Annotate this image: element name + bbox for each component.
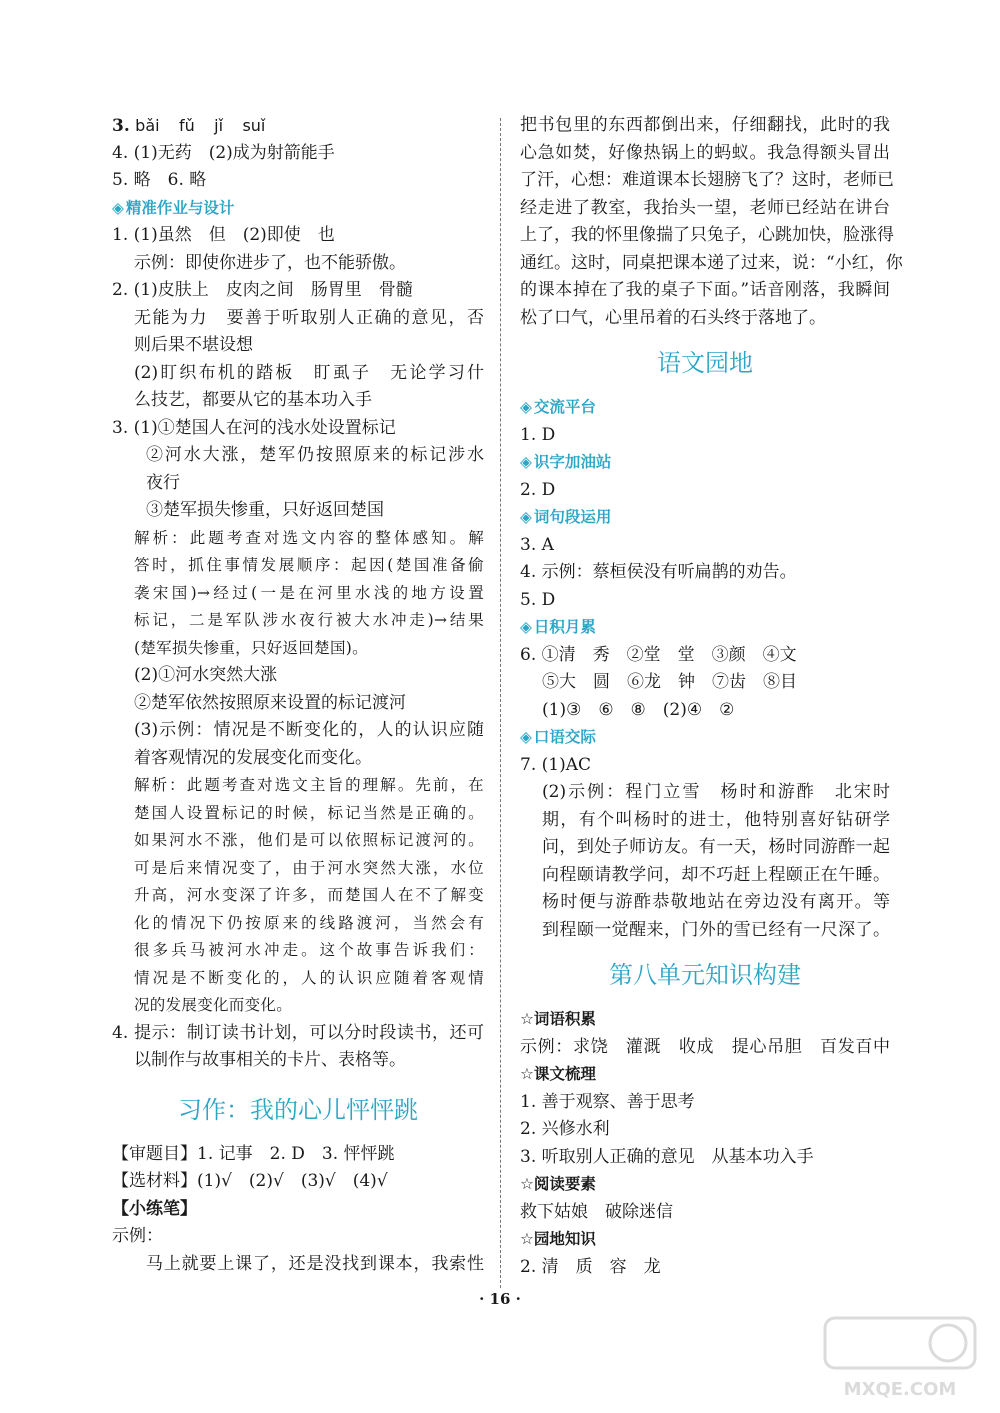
q3-pinyin-line: [112, 112, 484, 140]
reading-line: 救下姑娘 破除迷信: [520, 1201, 673, 1222]
watermark-logo: [820, 1310, 980, 1410]
g1-answer: 1. D: [520, 424, 556, 445]
a3-analysis-3: 袭宋国)→经过(一是在河里水浅的地方设置: [134, 583, 484, 602]
g4-answer: 4. 示例：蔡桓侯没有听扁鹊的劝告。: [520, 562, 797, 582]
a3-analysis-5: (楚军损失惨重，只好返回楚国)。: [134, 638, 368, 657]
g3-answer: 3. A: [520, 534, 554, 555]
a3-line-3: 夜行: [146, 472, 180, 493]
a3-analysis-4: 标记，二是军队涉水夜行被大水冲走)→结果: [134, 611, 484, 629]
essay-line-7: 的课本掉在了我的桌子下面。”话音刚落，我瞬间: [520, 280, 890, 300]
section-precise-homework: ◈ 精准作业与设计: [112, 198, 235, 217]
section-text-review: ☆课文梳理: [520, 1065, 596, 1083]
g2-answer: 2. D: [520, 479, 556, 500]
writing-line-2: 【选材料】(1)√ (2)√ (3)√ (4)√: [112, 1171, 388, 1191]
garden-title: 语文园地: [657, 349, 753, 377]
a3-analysis-10: 升高，河水变深了许多，而楚国人在不了解变: [134, 886, 484, 904]
a3-line-2: ②河水大涨，楚军仍按照原来的标记涉水: [146, 445, 484, 465]
essay-line-2: 心急如焚，好像热锅上的蚂蚁。我急得额头冒出: [520, 142, 890, 163]
a3-line-10: (2)①河水突然大涨: [134, 665, 278, 685]
essay-line-3: 了汗，心想：难道课本长翅膀飞了？这时，老师已: [520, 170, 894, 190]
right-column: [520, 112, 903, 1281]
g6-line-1: 6. ①清 秀 ②堂 堂 ③颜 ④文: [520, 644, 797, 665]
a2-line-2: 无能为力 要善于听取别人正确的意见，否: [134, 307, 484, 328]
g7-line-5: 向程颐请教学问，却不巧赶上程颐正在午睡。: [542, 864, 890, 885]
text-review-2: 2. 兴修水利: [520, 1119, 610, 1139]
diamond-icon: ◈: [520, 453, 532, 471]
vocab-line: 示例：求饶 灌溉 收成 提心吊胆 百发百中: [520, 1036, 890, 1057]
a2-line-5: 么技艺，都要从它的基本功入手: [134, 390, 372, 410]
a3-analysis-14: 况的发展变化而变化。: [134, 996, 293, 1014]
g7-line-2: (2)示例：程门立雪 杨时和游酢 北宋时: [542, 782, 890, 802]
pinyin-2: fǔ: [178, 116, 195, 135]
a1-line-1: 1. (1)虽然 但 (2)即使 也: [112, 225, 335, 245]
g5-answer: 5. D: [520, 589, 556, 610]
diamond-icon: ◈: [520, 398, 532, 416]
a3-analysis-2: 答时，抓住事情发展顺序：起因(楚国准备偷: [134, 556, 484, 574]
a3-analysis-13: 情况是不断变化的，人的认识应随着客观情: [134, 968, 484, 987]
section-oral: ◈ 口语交际: [520, 728, 596, 746]
a3-line-1: 3. (1)①楚国人在河的浅水处设置标记: [112, 417, 396, 438]
page-number: · 16 ·: [479, 1290, 521, 1308]
diamond-icon: ◈: [520, 508, 532, 526]
a3-analysis-6: 解析：此题考查对选文主旨的理解。先前，在: [134, 776, 484, 794]
a3-analysis-12: 很多兵马被河水冲走。这个故事告诉我们：: [134, 941, 484, 959]
section-daily: ◈ 日积月累: [520, 618, 596, 636]
essay-line-1: 把书包里的东西都倒出来，仔细翻找，此时的我: [520, 115, 890, 135]
g7-line-4: 问，到处子师访友。有一天，杨时同游酢一起: [542, 837, 890, 857]
q3-number: 3.: [112, 116, 130, 136]
essay-line-4: 经走进了教室，我抬头一望，老师已经站在讲台: [520, 197, 890, 218]
a3-analysis-11: 化的情况下仍按原来的线路渡河，当然会有: [134, 913, 484, 932]
a2-line-1: 2. (1)皮肤上 皮肉之间 肠胃里 骨髓: [112, 280, 413, 300]
a3-analysis-1: 解析：此题考查对选文内容的整体感知。解: [134, 528, 484, 547]
section-garden-knowledge: ☆园地知识: [520, 1230, 596, 1248]
diamond-icon: ◈: [112, 198, 124, 217]
section-literacy: ◈ 识字加油站: [520, 453, 612, 471]
pinyin-4: suǐ: [242, 116, 266, 135]
q4-answer: 4. (1)无药 (2)成为射箭能手: [112, 142, 335, 163]
writing-line-5: 马上就要上课了，还是没找到课本，我索性: [146, 1253, 484, 1274]
section-words: ◈ 词句段运用: [520, 508, 612, 526]
g7-line-6: 杨时便与游酢恭敬地站在旁边没有离开。等: [542, 892, 890, 912]
a3-line-13: 着客观情况的发展变化而变化。: [134, 747, 372, 768]
svg-text:MXQE.COM: MXQE.COM: [843, 1379, 957, 1400]
g7-line-3: 期，有个叫杨时的进士，他特别喜好钻研学: [542, 809, 890, 830]
a3-line-12: (3)示例：情况是不断变化的，人的认识应随: [134, 720, 484, 740]
g6-line-2: ⑤大 圆 ⑥龙 钟 ⑦齿 ⑧目: [542, 672, 797, 692]
a3-line-11: ②楚军依然按照原来设置的标记渡河: [134, 692, 406, 713]
pinyin-1: bǎi: [135, 116, 160, 135]
text-review-3: 3. 听取别人正确的意见 从基本功入手: [520, 1146, 814, 1167]
writing-title: 习作：我的心儿怦怦跳: [178, 1095, 418, 1124]
a3-line-4: ③楚军损失惨重，只好返回楚国: [146, 500, 384, 520]
text-review-1: 1. 善于观察、善于思考: [520, 1091, 695, 1112]
diamond-icon: ◈: [520, 728, 532, 746]
garden-knowledge-line: 2. 清 质 容 龙: [520, 1256, 661, 1277]
a4-line-1: 4. 提示：制订读书计划，可以分时段读书，还可: [112, 1022, 484, 1043]
section-vocab: ☆词语积累: [520, 1010, 596, 1028]
essay-line-6: 通红。这时，同桌把课本递了过来，说：“小红，你: [520, 252, 903, 273]
unit-title: 第八单元知识构建: [609, 961, 801, 989]
writing-line-4: 示例：: [112, 1226, 163, 1246]
essay-line-5: 上了，我的怀里像揣了只兔子，心跳加快，脸涨得: [520, 225, 894, 245]
g7-line-7: 到程颐一觉醒来，门外的雪已经有一尺深了。: [542, 919, 890, 940]
writing-line-1: 【审题目】1. 记事 2. D 3. 怦怦跳: [112, 1143, 395, 1164]
pinyin-3: jǐ: [214, 116, 224, 135]
left-column: [112, 112, 484, 1278]
g6-line-3: (1)③ ⑥ ⑧ (2)④ ②: [542, 699, 735, 720]
column-divider: [500, 118, 501, 1288]
a3-analysis-9: 可是后来情况变了，由于河水突然大涨，水位: [134, 858, 484, 877]
diamond-icon: ◈: [520, 618, 532, 636]
a4-line-2: 以制作与故事相关的卡片、表格等。: [134, 1050, 406, 1070]
a3-analysis-7: 楚国人设置标记的时候，标记当然是正确的。: [134, 803, 484, 822]
q5-answer: 5. 略 6. 略: [112, 170, 207, 190]
section-exchange: ◈ 交流平台: [520, 398, 596, 416]
a2-line-4: (2)盯织布机的踏板 盯虱子 无论学习什: [134, 362, 484, 383]
section-reading: ☆阅读要素: [520, 1175, 596, 1193]
a1-line-2: 示例：即使你进步了，也不能骄傲。: [134, 252, 406, 273]
writing-line-3: 【小练笔】: [112, 1198, 197, 1219]
a3-analysis-8: 如果河水不涨，他们是可以依照标记渡河的。: [134, 831, 484, 849]
g7-line-1: 7. (1)AC: [520, 754, 591, 775]
essay-line-8: 松了口气，心里吊着的石头终于落地了。: [520, 307, 826, 328]
a2-line-3: 则后果不堪设想: [134, 335, 253, 355]
